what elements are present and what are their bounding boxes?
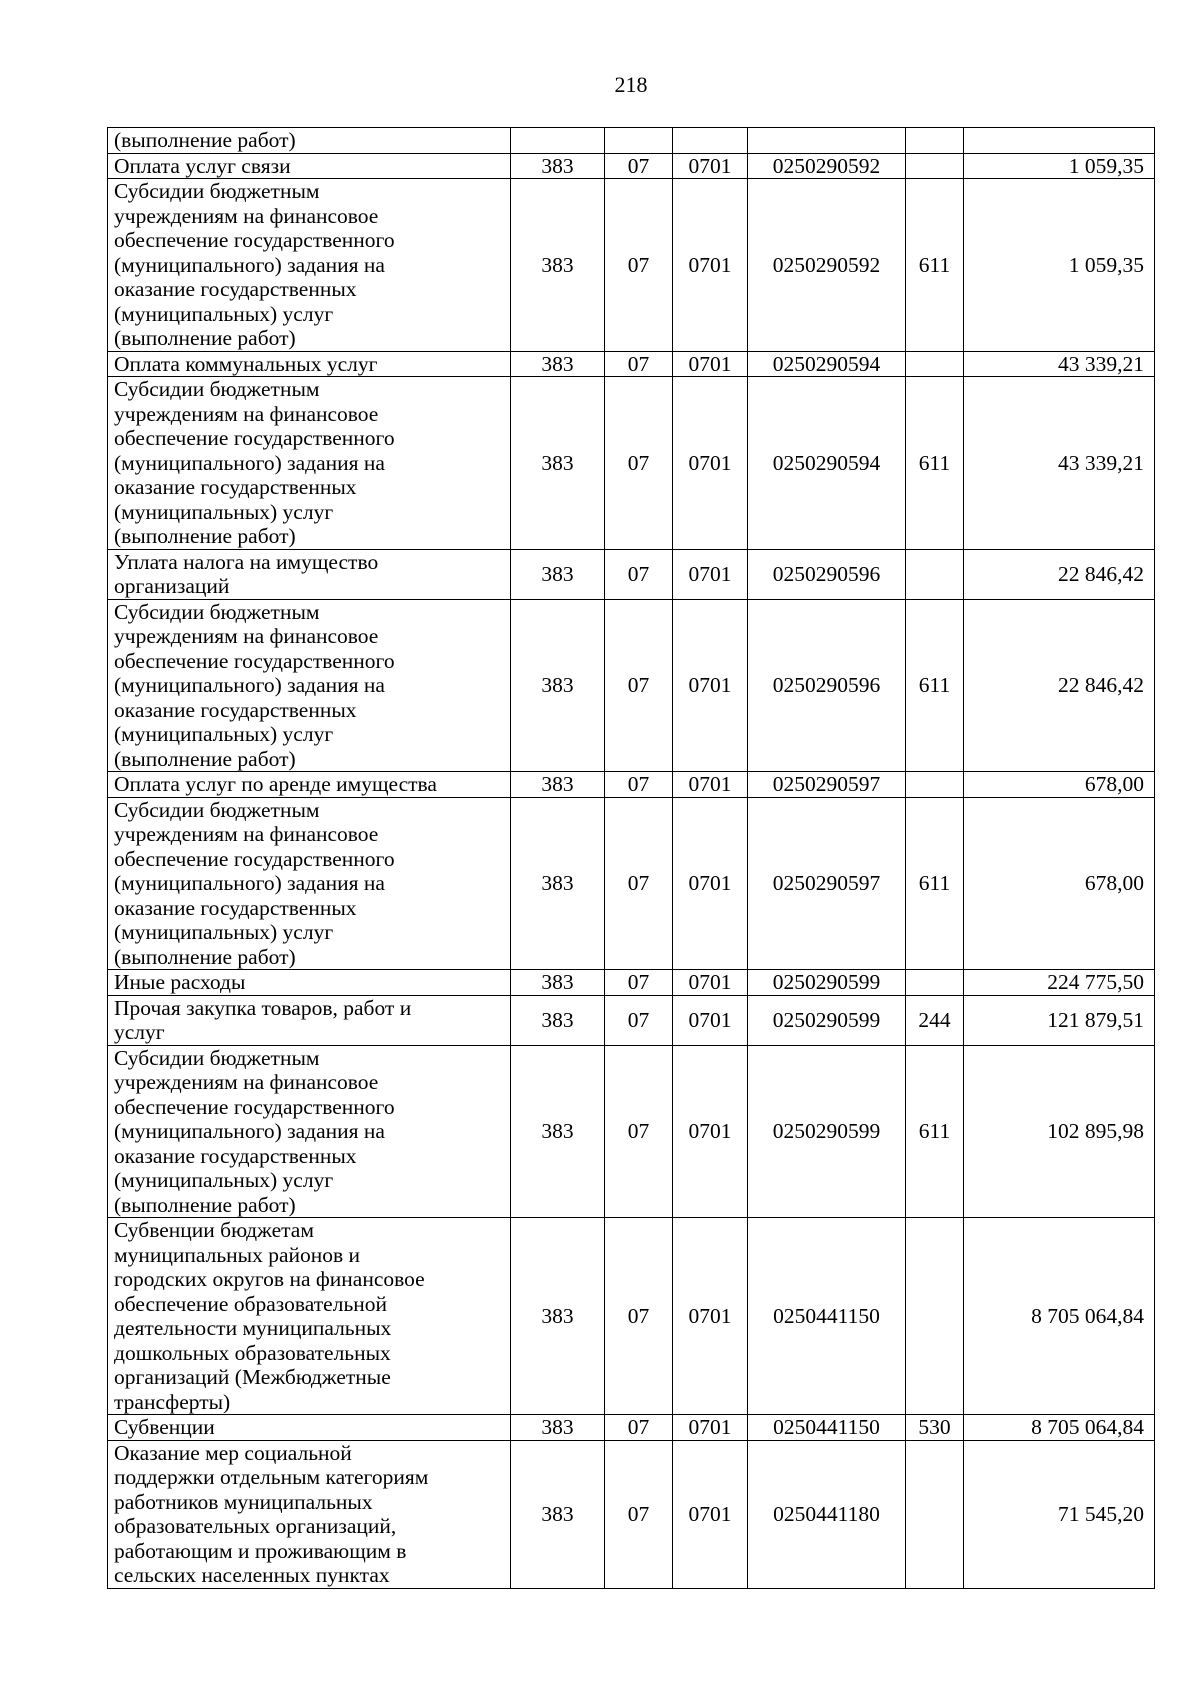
expense-type-cell [906, 1440, 964, 1588]
budget-table [107, 127, 1155, 1589]
department-code-cell: 383 [511, 1440, 605, 1588]
subsection-code-cell: 0701 [673, 599, 748, 772]
department-code-cell: 383 [511, 995, 605, 1045]
table-row [108, 599, 1155, 772]
expense-type-cell [906, 549, 964, 599]
amount-cell: 1 059,35 [964, 179, 1155, 352]
section-code-cell: 07 [605, 797, 673, 970]
expense-name-cell: Субсидии бюджетным учреждениям на финансовое обеспечение государственного (муниципального) задания на оказание государственных (муниципальных) услуг (выполнение работ) [108, 797, 511, 970]
page-number: 218 [614, 72, 648, 97]
table-row [108, 351, 1155, 377]
target-article-cell: 0250290592 [748, 153, 906, 179]
amount-cell: 678,00 [964, 772, 1155, 798]
subsection-code-cell: 0701 [673, 351, 748, 377]
section-code-cell: 07 [605, 772, 673, 798]
department-code-cell: 383 [511, 797, 605, 970]
table-row [108, 970, 1155, 996]
table-row [108, 1218, 1155, 1415]
expense-name-cell: Субвенции [108, 1415, 511, 1441]
target-article-cell: 0250290599 [748, 970, 906, 996]
section-code-cell [605, 128, 673, 154]
table-row [108, 128, 1155, 154]
table-row [108, 1415, 1155, 1441]
target-article-cell: 0250290592 [748, 179, 906, 352]
department-code-cell: 383 [511, 599, 605, 772]
department-code-cell: 383 [511, 1218, 605, 1415]
expense-name-cell: Субсидии бюджетным учреждениям на финансовое обеспечение государственного (муниципального) задания на оказание государственных (муниципальных) услуг (выполнение работ) [108, 599, 511, 772]
table-row [108, 772, 1155, 798]
amount-cell: 102 895,98 [964, 1045, 1155, 1218]
expense-type-cell: 611 [906, 599, 964, 772]
subsection-code-cell: 0701 [673, 549, 748, 599]
table-row [108, 797, 1155, 970]
department-code-cell: 383 [511, 1045, 605, 1218]
target-article-cell: 0250290599 [748, 1045, 906, 1218]
section-code-cell: 07 [605, 1045, 673, 1218]
section-code-cell: 07 [605, 179, 673, 352]
expense-type-cell [906, 1218, 964, 1415]
table-row [108, 549, 1155, 599]
expense-type-cell [906, 970, 964, 996]
table-row [108, 377, 1155, 550]
expense-name-cell: Субсидии бюджетным учреждениям на финансовое обеспечение государственного (муниципального) задания на оказание государственных (муниципальных) услуг (выполнение работ) [108, 1045, 511, 1218]
subsection-code-cell: 0701 [673, 1218, 748, 1415]
department-code-cell: 383 [511, 153, 605, 179]
expense-name-cell: Субвенции бюджетам муниципальных районов и городских округов на финансовое обеспечение образовательной деятельности муниципальных дошкольных образовательных организаций (Межбюджетные трансферты) [108, 1218, 511, 1415]
section-code-cell: 07 [605, 1415, 673, 1441]
department-code-cell: 383 [511, 1415, 605, 1441]
department-code-cell: 383 [511, 772, 605, 798]
section-code-cell: 07 [605, 1218, 673, 1415]
target-article-cell: 0250290597 [748, 772, 906, 798]
department-code-cell: 383 [511, 351, 605, 377]
table-row [108, 995, 1155, 1045]
amount-cell: 224 775,50 [964, 970, 1155, 996]
amount-cell: 22 846,42 [964, 549, 1155, 599]
target-article-cell [748, 128, 906, 154]
expense-name-cell: Уплата налога на имущество организаций [108, 549, 511, 599]
section-code-cell: 07 [605, 549, 673, 599]
expense-type-cell: 244 [906, 995, 964, 1045]
department-code-cell: 383 [511, 970, 605, 996]
expense-name-cell: Иные расходы [108, 970, 511, 996]
section-code-cell: 07 [605, 995, 673, 1045]
expense-name-cell: Оплата услуг связи [108, 153, 511, 179]
section-code-cell: 07 [605, 351, 673, 377]
amount-cell: 71 545,20 [964, 1440, 1155, 1588]
expense-type-cell: 611 [906, 377, 964, 550]
subsection-code-cell: 0701 [673, 377, 748, 550]
amount-cell: 43 339,21 [964, 351, 1155, 377]
table-body [108, 128, 1155, 1589]
expense-name-cell: Прочая закупка товаров, работ и услуг [108, 995, 511, 1045]
expense-type-cell: 611 [906, 1045, 964, 1218]
expense-name-cell: Оплата коммунальных услуг [108, 351, 511, 377]
amount-cell: 8 705 064,84 [964, 1415, 1155, 1441]
expense-type-cell [906, 153, 964, 179]
section-code-cell: 07 [605, 153, 673, 179]
subsection-code-cell: 0701 [673, 153, 748, 179]
subsection-code-cell: 0701 [673, 797, 748, 970]
subsection-code-cell: 0701 [673, 179, 748, 352]
target-article-cell: 0250290594 [748, 377, 906, 550]
amount-cell: 121 879,51 [964, 995, 1155, 1045]
section-code-cell: 07 [605, 1440, 673, 1588]
table-row [108, 1440, 1155, 1588]
target-article-cell: 0250290596 [748, 599, 906, 772]
expense-type-cell: 611 [906, 179, 964, 352]
subsection-code-cell: 0701 [673, 772, 748, 798]
expense-type-cell: 530 [906, 1415, 964, 1441]
table-row [108, 1045, 1155, 1218]
table-row [108, 153, 1155, 179]
table-row [108, 179, 1155, 352]
department-code-cell: 383 [511, 549, 605, 599]
target-article-cell: 0250290597 [748, 797, 906, 970]
amount-cell: 678,00 [964, 797, 1155, 970]
subsection-code-cell [673, 128, 748, 154]
target-article-cell: 0250441180 [748, 1440, 906, 1588]
department-code-cell: 383 [511, 179, 605, 352]
target-article-cell: 0250441150 [748, 1218, 906, 1415]
expense-type-cell [906, 128, 964, 154]
amount-cell: 43 339,21 [964, 377, 1155, 550]
subsection-code-cell: 0701 [673, 995, 748, 1045]
subsection-code-cell: 0701 [673, 1045, 748, 1218]
target-article-cell: 0250290599 [748, 995, 906, 1045]
expense-name-cell: Субсидии бюджетным учреждениям на финансовое обеспечение государственного (муниципального) задания на оказание государственных (муниципальных) услуг (выполнение работ) [108, 179, 511, 352]
expense-type-cell: 611 [906, 797, 964, 970]
expense-name-cell: (выполнение работ) [108, 128, 511, 154]
subsection-code-cell: 0701 [673, 1415, 748, 1441]
expense-type-cell [906, 351, 964, 377]
department-code-cell: 383 [511, 377, 605, 550]
expense-name-cell: Оплата услуг по аренде имущества [108, 772, 511, 798]
subsection-code-cell: 0701 [673, 1440, 748, 1588]
department-code-cell [511, 128, 605, 154]
amount-cell [964, 128, 1155, 154]
expense-name-cell: Субсидии бюджетным учреждениям на финансовое обеспечение государственного (муниципального) задания на оказание государственных (муниципальных) услуг (выполнение работ) [108, 377, 511, 550]
expense-type-cell [906, 772, 964, 798]
expense-name-cell: Оказание мер социальной поддержки отдельным категориям работников муниципальных образовательных организаций, работающим и проживающим в сельских населенных пунктах [108, 1440, 511, 1588]
subsection-code-cell: 0701 [673, 970, 748, 996]
amount-cell: 1 059,35 [964, 153, 1155, 179]
section-code-cell: 07 [605, 377, 673, 550]
amount-cell: 22 846,42 [964, 599, 1155, 772]
section-code-cell: 07 [605, 599, 673, 772]
target-article-cell: 0250290596 [748, 549, 906, 599]
section-code-cell: 07 [605, 970, 673, 996]
amount-cell: 8 705 064,84 [964, 1218, 1155, 1415]
target-article-cell: 0250441150 [748, 1415, 906, 1441]
target-article-cell: 0250290594 [748, 351, 906, 377]
